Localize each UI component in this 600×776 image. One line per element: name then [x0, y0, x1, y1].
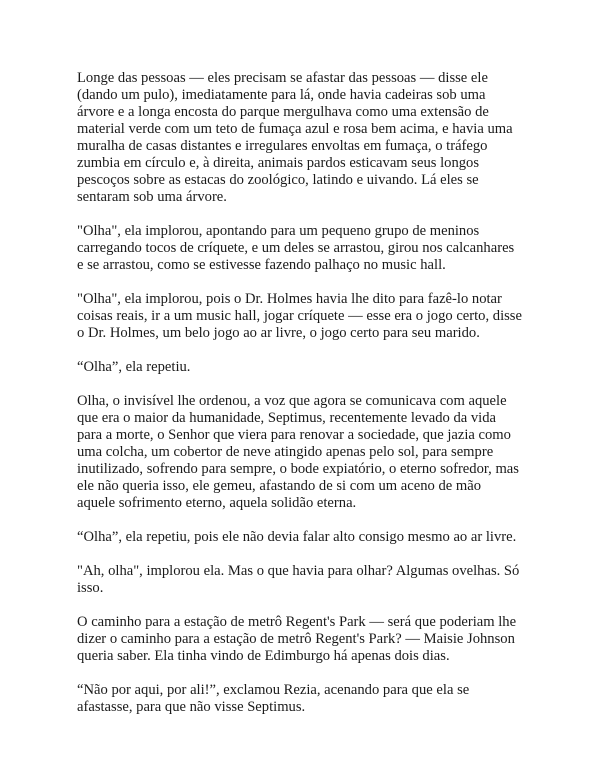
text-line: isso.	[77, 580, 104, 596]
text-line: Longe das pessoas — eles precisam se afastar das pessoas — disse ele	[77, 70, 488, 86]
text-line: o Dr. Holmes, um belo jogo ao ar livre, o jogo certo para seu marido.	[77, 325, 480, 341]
text-line: "Olha", ela implorou, pois o Dr. Holmes havia lhe dito para fazê-lo notar	[77, 291, 502, 307]
text-line: “Não por aqui, por ali!”, exclamou Rezia, acenando para que ela se	[77, 682, 470, 698]
text-line: uma colcha, um cobertor de neve atingido apenas pelo sol, para sempre	[77, 444, 494, 460]
paragraph	[77, 70, 539, 206]
text-line: afastasse, para que não visse Septimus.	[77, 699, 306, 715]
text-line: e se arrastou, como se estivesse fazendo palhaço no music hall.	[77, 257, 446, 273]
text-line: zumbia em círculo e, à direita, animais pardos esticavam seus longos	[77, 155, 480, 171]
text-line: para a morte, o Senhor que viera para renovar a sociedade, que jazia como	[77, 427, 511, 443]
text-line: O caminho para a estação de metrô Regent's Park — será que poderiam lhe	[77, 614, 517, 630]
text-line: (dando um pulo), imediatamente para lá, onde havia cadeiras sob uma	[77, 87, 486, 103]
text-line: carregando tocos de críquete, e um deles se arrastou, girou nos calcanhares	[77, 240, 515, 256]
text-line: "Olha", ela implorou, apontando para um pequeno grupo de meninos	[77, 223, 480, 239]
text-line: aquele sofrimento eterno, aquela solidão eterna.	[77, 495, 357, 511]
text-line: Olha, o invisível lhe ordenou, a voz que agora se comunicava com aquele	[77, 393, 507, 409]
text-line: ele não queria isso, ele gemeu, afastando de si com um aceno de mão	[77, 478, 482, 494]
text-line: pescoços sobre as estacas do zoológico, latindo e uivando. Lá eles se	[77, 172, 479, 188]
text-line: inutilizado, sofrendo para sempre, o bode expiatório, o eterno sofredor, mas	[77, 461, 519, 477]
text-line: “Olha”, ela repetiu.	[77, 359, 191, 375]
paragraph	[77, 563, 539, 597]
paragraph	[77, 682, 539, 716]
text-line: "Ah, olha", implorou ela. Mas o que havia para olhar? Algumas ovelhas. Só	[77, 563, 520, 579]
text-line: “Olha”, ela repetiu, pois ele não devia falar alto consigo mesmo ao ar livre.	[77, 529, 517, 545]
paragraph	[77, 223, 539, 274]
paragraph	[77, 614, 539, 665]
text-line: dizer o caminho para a estação de metrô Regent's Park? — Maisie Johnson	[77, 631, 515, 647]
text-line: árvore e a longa encosta do parque mergulhava como uma extensão de	[77, 104, 489, 120]
paragraph	[77, 529, 539, 546]
text-line: coisas reais, ir a um music hall, jogar críquete — esse era o jogo certo, disse	[77, 308, 522, 324]
text-line: que era o maior da humanidade, Septimus, recentemente levado da vida	[77, 410, 497, 426]
text-line: muralha de casas distantes e irregulares envoltas em fumaça, o tráfego	[77, 138, 488, 154]
paragraph	[77, 359, 539, 376]
paragraph	[77, 393, 539, 512]
text-line: material verde com um teto de fumaça azul e rosa bem acima, e havia uma	[77, 121, 513, 137]
body-text	[77, 70, 539, 733]
text-line: queria saber. Ela tinha vindo de Edimburgo há apenas dois dias.	[77, 648, 450, 664]
text-line: sentaram sob uma árvore.	[77, 189, 227, 205]
paragraph	[77, 291, 539, 342]
